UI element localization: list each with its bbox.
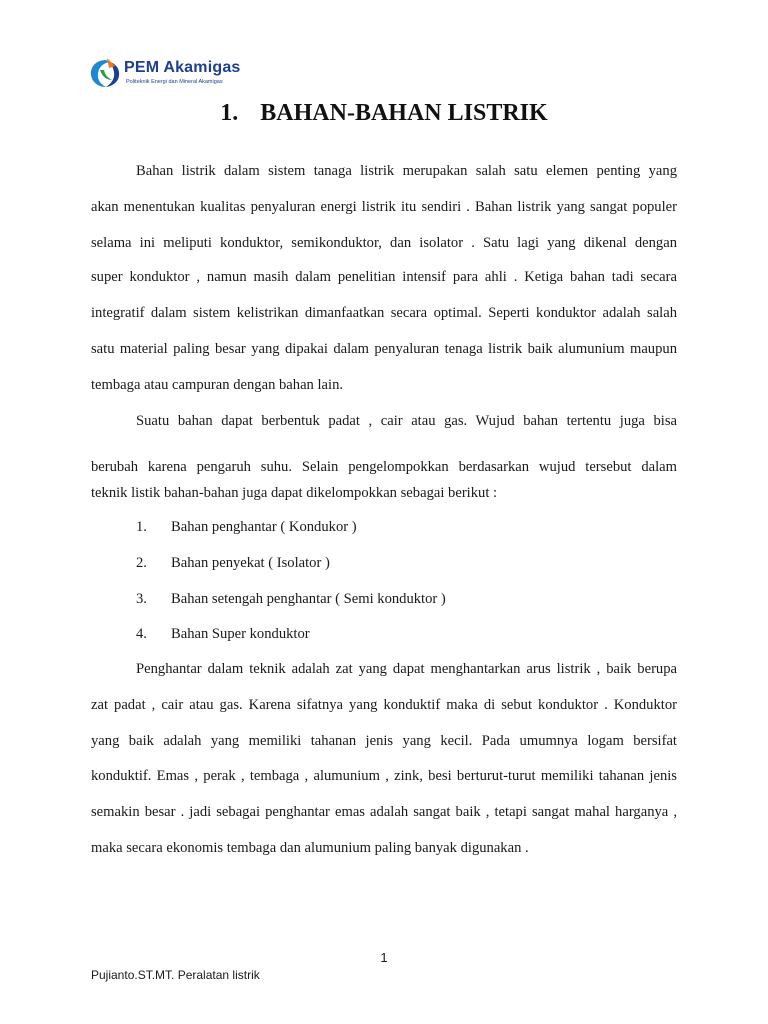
list-item-number: 2. xyxy=(136,555,147,571)
list-item-text: Bahan penyekat ( Isolator ) xyxy=(171,555,330,571)
chapter-title-text: BAHAN-BAHAN LISTRIK xyxy=(260,100,548,126)
logo-brand-text: PEM Akamigas xyxy=(124,59,241,76)
list-item-text: Bahan Super konduktor xyxy=(171,626,310,642)
paragraph-3-line: semakin besar . jadi sebagai penghantar emas adalah sangat baik , tetapi sangat mahal harganya , xyxy=(91,804,677,820)
list-item-text: Bahan penghantar ( Kondukor ) xyxy=(171,519,357,535)
paragraph-3-line: Penghantar dalam teknik adalah zat yang dapat menghantarkan arus listrik , baik berupa xyxy=(136,661,677,677)
paragraph-3-line: maka secara ekonomis tembaga dan alumunium paling banyak digunakan . xyxy=(91,840,529,856)
paragraph-2-line: Suatu bahan dapat berbentuk padat , cair atau gas. Wujud bahan tertentu juga bisa xyxy=(136,413,677,429)
paragraph-1-line: integratif dalam sistem kelistrikan dimanfaatkan secara optimal. Seperti konduktor adalah salah xyxy=(91,305,677,321)
paragraph-3-line: yang baik adalah yang memiliki tahanan jenis yang kecil. Pada umumnya logam bersifat xyxy=(91,733,677,749)
list-item-number: 4. xyxy=(136,626,147,642)
list-item-text: Bahan setengah penghantar ( Semi konduktor ) xyxy=(171,591,446,607)
paragraph-1-line: tembaga atau campuran dengan bahan lain. xyxy=(91,377,344,393)
page-number: 1 xyxy=(380,950,388,965)
page-footer: Pujianto.ST.MT. Peralatan listrik xyxy=(91,968,260,982)
logo-emblem-icon xyxy=(88,56,124,90)
logo-tagline: Politeknik Energi dan Mineral Akamigas xyxy=(126,79,223,85)
paragraph-1-line: akan menentukan kualitas penyaluran energi listrik itu sendiri . Bahan listrik yang sangat populer xyxy=(91,199,677,215)
paragraph-3-line: zat padat , cair atau gas. Karena sifatnya yang konduktif maka di sebut konduktor . Konduktor xyxy=(91,697,677,713)
chapter-title xyxy=(0,100,768,127)
paragraph-2-line: berubah karena pengaruh suhu. Selain pengelompokkan berdasarkan wujud tersebut dalam xyxy=(91,459,677,475)
paragraph-1-line: selama ini meliputi konduktor, semikonduktor, dan isolator . Satu lagi yang dikenal dengan xyxy=(91,235,677,251)
paragraph-1-line: super konduktor , namun masih dalam penelitian intensif para ahli . Ketiga bahan tadi secara xyxy=(91,269,677,285)
paragraph-1-line: satu material paling besar yang dipakai dalam penyaluran tenaga listrik baik alumunium maupun xyxy=(91,341,677,357)
institution-logo xyxy=(88,54,268,94)
paragraph-3-line: konduktif. Emas , perak , tembaga , alumunium , zink, besi berturut-turut memiliki tahanan jenis xyxy=(91,768,677,784)
paragraph-1-line: Bahan listrik dalam sistem tanaga listrik merupakan salah satu elemen penting yang xyxy=(136,163,677,179)
chapter-number: 1. xyxy=(220,100,239,126)
paragraph-2-line: teknik listik bahan-bahan juga dapat dikelompokkan sebagai berikut : xyxy=(91,485,498,501)
list-item-number: 3. xyxy=(136,591,147,607)
list-item-number: 1. xyxy=(136,519,147,535)
